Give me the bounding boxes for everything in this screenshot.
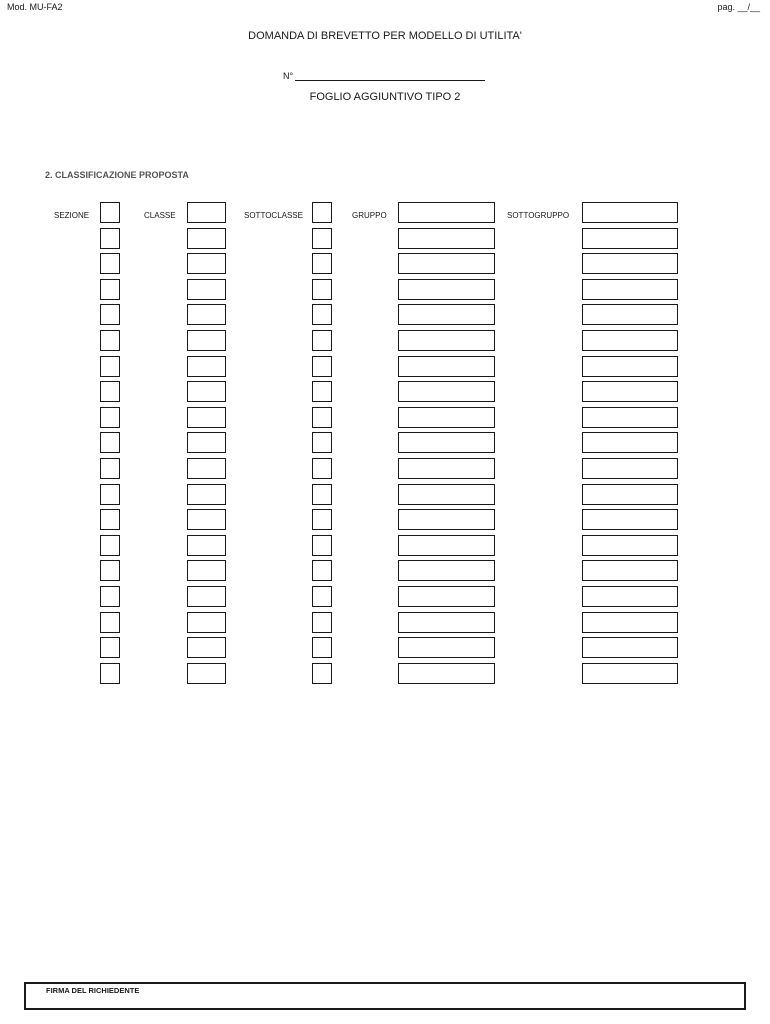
sottogruppo-field[interactable] — [582, 663, 678, 684]
sottogruppo-field[interactable] — [582, 202, 678, 223]
sottogruppo-field[interactable] — [582, 560, 678, 581]
classe-field[interactable] — [187, 407, 226, 428]
sottoclasse-field[interactable] — [312, 612, 332, 633]
gruppo-field[interactable] — [398, 304, 495, 325]
document-title: DOMANDA DI BREVETTO PER MODELLO DI UTILITA' — [248, 30, 522, 42]
signature-box[interactable] — [24, 982, 746, 1010]
gruppo-field[interactable] — [398, 586, 495, 607]
sottoclasse-field[interactable] — [312, 586, 332, 607]
sottoclasse-field[interactable] — [312, 253, 332, 274]
gruppo-field[interactable] — [398, 381, 495, 402]
gruppo-field[interactable] — [398, 330, 495, 351]
gruppo-field[interactable] — [398, 202, 495, 223]
sottoclasse-field[interactable] — [312, 535, 332, 556]
sottoclasse-field[interactable] — [312, 458, 332, 479]
sottoclasse-field[interactable] — [312, 228, 332, 249]
sottogruppo-field[interactable] — [582, 509, 678, 530]
sottogruppo-field[interactable] — [582, 381, 678, 402]
classe-field[interactable] — [187, 228, 226, 249]
sottoclasse-field[interactable] — [312, 637, 332, 658]
number-label: N° — [283, 71, 294, 81]
sottogruppo-field[interactable] — [582, 253, 678, 274]
gruppo-field[interactable] — [398, 356, 495, 377]
sottoclasse-field[interactable] — [312, 407, 332, 428]
sottogruppo-field[interactable] — [582, 458, 678, 479]
gruppo-field[interactable] — [398, 612, 495, 633]
classe-field[interactable] — [187, 663, 226, 684]
sezione-field[interactable] — [100, 586, 120, 607]
sottoclasse-field[interactable] — [312, 381, 332, 402]
column-label-sottogruppo: SOTTOGRUPPO — [507, 211, 570, 220]
column-label-gruppo: GRUPPO — [352, 211, 387, 220]
gruppo-field[interactable] — [398, 509, 495, 530]
gruppo-field[interactable] — [398, 560, 495, 581]
sottoclasse-field[interactable] — [312, 663, 332, 684]
classe-field[interactable] — [187, 509, 226, 530]
sottogruppo-field[interactable] — [582, 586, 678, 607]
classe-field[interactable] — [187, 432, 226, 453]
sezione-field[interactable] — [100, 663, 120, 684]
gruppo-field[interactable] — [398, 535, 495, 556]
sezione-field[interactable] — [100, 509, 120, 530]
classe-field[interactable] — [187, 586, 226, 607]
sottoclasse-field[interactable] — [312, 432, 332, 453]
classe-field[interactable] — [187, 381, 226, 402]
sezione-field[interactable] — [100, 356, 120, 377]
sezione-field[interactable] — [100, 484, 120, 505]
gruppo-field[interactable] — [398, 407, 495, 428]
sottogruppo-field[interactable] — [582, 407, 678, 428]
sottogruppo-field[interactable] — [582, 304, 678, 325]
sheet-type: FOGLIO AGGIUNTIVO TIPO 2 — [309, 91, 461, 103]
classe-field[interactable] — [187, 202, 226, 223]
sottogruppo-field[interactable] — [582, 535, 678, 556]
gruppo-field[interactable] — [398, 228, 495, 249]
sottoclasse-field[interactable] — [312, 330, 332, 351]
classe-field[interactable] — [187, 279, 226, 300]
page-number: pag. __/__ — [717, 2, 760, 12]
sezione-field[interactable] — [100, 612, 120, 633]
sottogruppo-field[interactable] — [582, 356, 678, 377]
classe-field[interactable] — [187, 304, 226, 325]
sezione-field[interactable] — [100, 202, 120, 223]
gruppo-field[interactable] — [398, 458, 495, 479]
sottoclasse-field[interactable] — [312, 304, 332, 325]
sezione-field[interactable] — [100, 432, 120, 453]
sottogruppo-field[interactable] — [582, 484, 678, 505]
gruppo-field[interactable] — [398, 253, 495, 274]
sottogruppo-field[interactable] — [582, 279, 678, 300]
classe-field[interactable] — [187, 637, 226, 658]
sottogruppo-field[interactable] — [582, 330, 678, 351]
sezione-field[interactable] — [100, 304, 120, 325]
sezione-field[interactable] — [100, 330, 120, 351]
sottoclasse-field[interactable] — [312, 356, 332, 377]
signature-label: FIRMA DEL RICHIEDENTE — [46, 986, 140, 995]
gruppo-field[interactable] — [398, 484, 495, 505]
sezione-field[interactable] — [100, 637, 120, 658]
sezione-field[interactable] — [100, 381, 120, 402]
gruppo-field[interactable] — [398, 432, 495, 453]
sezione-field[interactable] — [100, 535, 120, 556]
sezione-field[interactable] — [100, 253, 120, 274]
sottoclasse-field[interactable] — [312, 279, 332, 300]
sottogruppo-field[interactable] — [582, 612, 678, 633]
form-code: Mod. MU-FA2 — [7, 2, 63, 12]
classe-field[interactable] — [187, 458, 226, 479]
classe-field[interactable] — [187, 253, 226, 274]
column-label-sezione: SEZIONE — [54, 211, 90, 220]
sottogruppo-field[interactable] — [582, 637, 678, 658]
sottoclasse-field[interactable] — [312, 509, 332, 530]
sottogruppo-field[interactable] — [582, 228, 678, 249]
classe-field[interactable] — [187, 330, 226, 351]
column-label-classe: CLASSE — [144, 211, 176, 220]
gruppo-field[interactable] — [398, 637, 495, 658]
application-number-field[interactable] — [295, 71, 485, 81]
sottoclasse-field[interactable] — [312, 202, 332, 223]
application-number-line — [283, 71, 485, 81]
sezione-field[interactable] — [100, 228, 120, 249]
classe-field[interactable] — [187, 356, 226, 377]
sezione-field[interactable] — [100, 279, 120, 300]
sezione-field[interactable] — [100, 407, 120, 428]
gruppo-field[interactable] — [398, 663, 495, 684]
sottogruppo-field[interactable] — [582, 432, 678, 453]
classe-field[interactable] — [187, 484, 226, 505]
column-label-sottoclasse: SOTTOCLASSE — [244, 211, 303, 220]
sezione-field[interactable] — [100, 560, 120, 581]
gruppo-field[interactable] — [398, 279, 495, 300]
sezione-field[interactable] — [100, 458, 120, 479]
sottoclasse-field[interactable] — [312, 560, 332, 581]
classe-field[interactable] — [187, 612, 226, 633]
sottoclasse-field[interactable] — [312, 484, 332, 505]
classe-field[interactable] — [187, 535, 226, 556]
section-title: 2. CLASSIFICAZIONE PROPOSTA — [45, 170, 189, 180]
classe-field[interactable] — [187, 560, 226, 581]
